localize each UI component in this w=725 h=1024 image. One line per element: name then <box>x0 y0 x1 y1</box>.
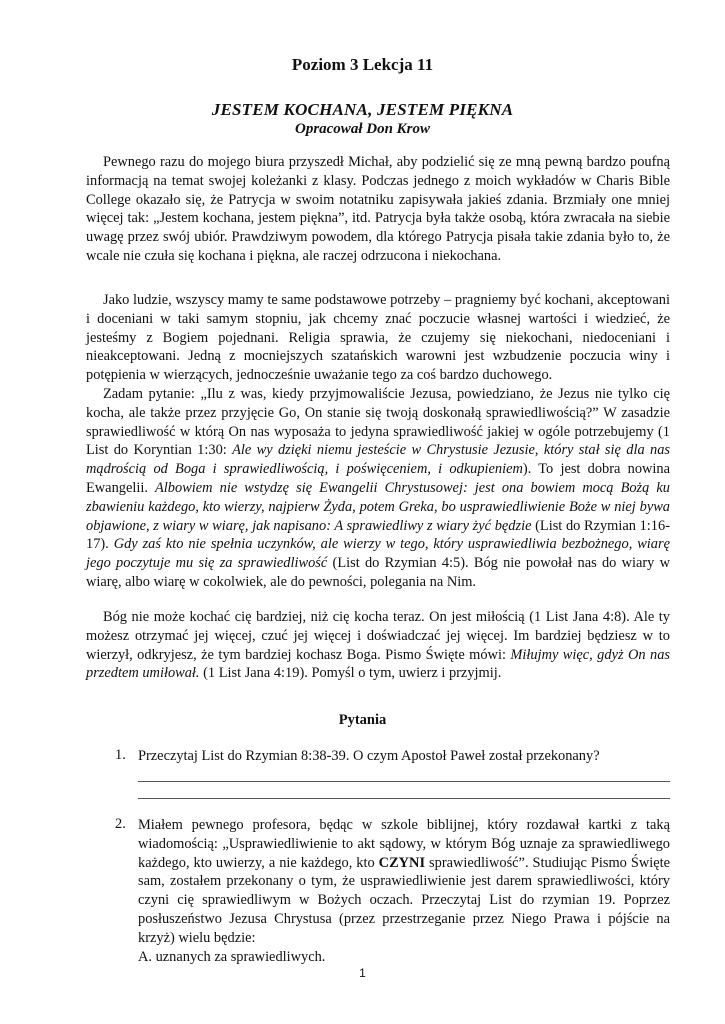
page-number: 1 <box>359 966 366 980</box>
answer-line-2[interactable] <box>138 798 670 799</box>
paragraph-3-text-a: Zadam pytanie: „Ilu z was, kiedy przyjmowaliście Jezusa, powiedziano, że Jezus nie tylko cię kocha, ale także przez przyjęcie Go, On stanie się twoją doskonałą sprawiedliwością?” W zasadzie sprawiedliwość w którą On nas wyposaża to jedyna sprawiedliwość jakiej w ogóle potrzebujemy (1 List do Koryntian 1:30: <box>86 386 670 459</box>
paragraph-4-text-c: (1 List Jana 4:19). Pomyśl o tym, uwierz i przyjmij. <box>199 665 502 682</box>
paragraph-1: Pewnego razu do mojego biura przyszedł Michał, aby podzielić się ze mną pewną bardzo poufną informacją na temat swojej koleżanki z klasy. Podczas jednego z moich wykładów w Charis Bible College okazało się, że Patrycja w swoim notatniku zapisywała jakieś zdania. Brzmiały one mniej więcej tak: „Jestem kochana, jestem piękna”, itd. Patrycja była także osobą, która zwracała na siebie uwagę przez swój ubiór. Prawdziwym powodem, dla którego Patrycja pisała takie zdania było to, że wcale nie czuła się kochana i piękna, ale raczej odrzucona i niekochana. <box>86 154 670 264</box>
question-2-number: 2. <box>115 816 126 832</box>
paragraph-3 <box>86 385 670 592</box>
scripture-quote-1jn: Miłujmy więc, gdyż On nas przedtem umiłował. <box>86 646 671 682</box>
paragraph-4 <box>86 608 670 683</box>
paragraph-4-text-a: Bóg nie może kochać cię bardziej, niż cię kocha teraz. On jest miłością (1 List Jana 4:8). Ale ty możesz otrzymać jej więcej, czuć jej więcej i doświadczać jej więcej. Im bardziej będziesz w to wierzył, odkryjesz, że tym bardziej kochasz Boga. Pismo Święte mówi: <box>86 609 670 663</box>
questions-heading: Pytania <box>338 712 387 728</box>
question-2-text-c: sprawiedliwość”. Studiując Pismo Święte sam, zostałem przekonany o tym, że usprawiedliwienie jest darem sprawiedliwości, który czyni cię sprawiedliwym w Bożych oczach. Przeczytaj List do rzymian 19. Poprzez posłuszeństwo Jezusa Chrystusa (przez przestrzeganie przez Niego Prawa i pójście na krzyż) wielu będzie: <box>138 854 670 946</box>
question-2-text-a: Miałem pewnego profesora, będąc w szkole biblijnej, który rozdawał kartki z taką wiadomością: „Usprawiedliwienie to akt sądowy, w którym Bóg uznaje za sprawiedliwego każdego, kto uwierzy, a nie każdego, kto <box>138 817 670 871</box>
author-line: Opracował Don Krow <box>294 121 431 137</box>
scripture-quote-rom1: Albowiem nie wstydzę się Ewangelii Chrystusowej: jest ona bowiem mocą Bożą ku zbawieniu każdego, kto wierzy, najpierw Żyda, potem Greka, bo usprawiedliwienie Boże w niej bywa objawione, z wiary w wiarę, jak napisano: A sprawiedliwy z wiary żyć będzie <box>86 479 670 534</box>
lesson-title: Poziom 3 Lekcja 11 <box>291 55 434 74</box>
paragraph-3-text-e: (List do Rzymian 1:16-17). <box>86 517 670 553</box>
paragraph-3-text-g: (List do Rzymian 4:5). Bóg nie powołał nas do wiary w wiarę, albo wiarę w cokolwiek, ale do pewności, polegania na Nim. <box>86 555 671 590</box>
question-2-emphasis: CZYNI <box>378 854 426 871</box>
question-1-number: 1. <box>115 747 126 763</box>
question-2-text <box>138 816 670 966</box>
scripture-quote-1cor: Ale wy dzięki niemu jesteście w Chrystusie Jezusie, który stał się dla nas mądrością od Boga i sprawiedliwością, i poświęceniem, i odkupieniem <box>86 442 670 478</box>
scripture-quote-rom4: Gdy zaś kto nie spełnia uczynków, ale wierzy w tego, który usprawiedliwia bezbożnego, wiarę jego poczytuje mu się za sprawiedliwość <box>86 536 670 572</box>
document-title: JESTEM KOCHANA, JESTEM PIĘKNA <box>211 100 514 119</box>
answer-line-1[interactable] <box>138 781 670 782</box>
question-1-text: Przeczytaj List do Rzymian 8:38-39. O czym Apostoł Paweł został przekonany? <box>138 748 600 764</box>
question-2-option-a: A. uznanych za sprawiedliwych. <box>138 948 326 965</box>
paragraph-3-text-c: ). To jest dobra nowina Ewangelii. <box>86 461 670 496</box>
paragraph-2: Jako ludzie, wszyscy mamy te same podstawowe potrzeby – pragniemy być kochani, akceptowani i doceniani w taki samym stopniu, jak chcemy znać poczucie własnej wartości i wiedzieć, że jesteśmy z Bogiem pojednani. Religia sprawia, że czujemy się niekochani, niedoceniani i nieakceptowani. Jedną z mocniejszych szatańskich warowni jest wzbudzenie poczucia winy i potępienia w wierzących, jednocześnie uważanie tego za coś bardzo duchowego. <box>86 292 670 384</box>
